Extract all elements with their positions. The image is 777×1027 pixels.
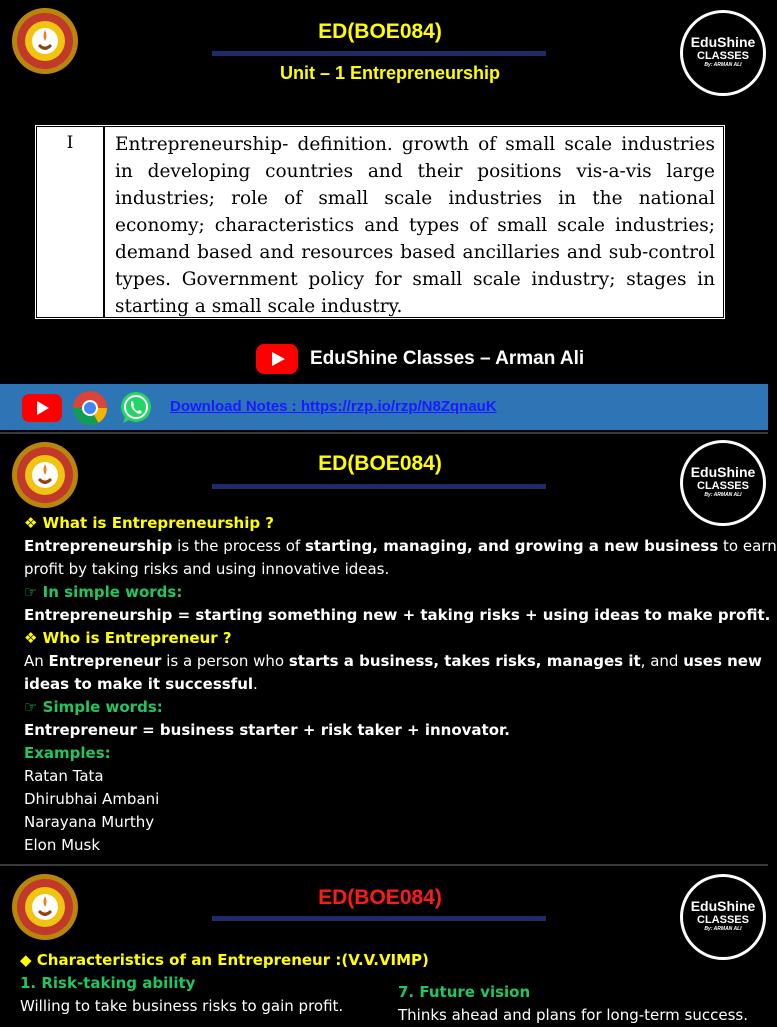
download-notes-link[interactable]: Download Notes : https://rzp.io/rzp/N8ZqnauK [170,398,497,415]
item-7-title: 7. Future vision [398,983,531,1001]
entrepreneur-def-line-2 [24,673,777,696]
characteristics-column-2 [398,981,748,1027]
simple-words-text: Entrepreneurship = starting something new + taking risks + using ideas to make profit. [24,606,771,624]
slide-2 [0,434,777,864]
title-underline [212,916,546,921]
whatsapp-icon[interactable] [118,390,154,426]
definition-line-2: profit by taking risks and using innovative ideas. [24,560,390,578]
brand-line-3: By: ARMAN ALI [704,62,742,68]
youtube-icon [256,344,298,374]
youtube-icon[interactable] [22,390,62,424]
edushine-logo [680,10,766,96]
def-text: to earn [718,537,777,555]
example-item: Dhirubhai Ambani [24,790,160,808]
def-text: . [253,675,258,693]
download-bar [0,384,768,430]
def-text: An [24,652,49,670]
def-emphasis: uses new [683,652,762,670]
example-item: Narayana Murthy [24,813,155,831]
simple-words-label: ☞ In simple words: [24,583,183,601]
def-emphasis: starts a business, takes risks, manages it [288,652,641,670]
slide-3 [0,866,768,1024]
simple-words-label: ☞ Simple words: [24,698,163,716]
def-text: , and [640,652,684,670]
syllabus-text: Entrepreneurship- definition. growth of small scale industries in developing countries and their positions vis-a-vis large industries; role of small scale industries in the national economy; characteristics and types of small scale industries; demand based and resources based ancillaries and sub-control types. Government policy for small scale industry; stages in starting a small scale industry. [115,134,715,317]
def-emphasis: ideas to make it successful [24,675,254,693]
characteristics-content [20,949,429,1018]
item-7-text: Thinks ahead and plans for long-term success. [398,1006,748,1024]
simple-words-text: Entrepreneur = business starter + risk taker + innovator. [24,721,510,739]
syllabus-table [34,124,726,320]
item-1-title: 1. Risk-taking ability [20,974,196,992]
unit-title: Unit – 1 Entrepreneurship [279,63,501,83]
def-term: Entrepreneurship [24,537,173,555]
brand-line-1: EduShine [690,898,756,914]
brand-line-2: CLASSES [697,480,749,492]
brand-line-2: CLASSES [697,914,749,926]
item-1-text: Willing to take business risks to gain profit. [20,997,344,1015]
examples-label: Examples: [24,744,111,762]
chrome-icon[interactable] [72,390,108,426]
slide-1 [0,0,768,432]
question-what-is-entrepreneurship: ❖ What is Entrepreneurship ? [24,514,275,532]
university-emblem-icon [10,6,80,76]
def-text: is the process of [172,537,305,555]
title-underline [212,51,546,56]
brand-line-1: EduShine [690,34,756,50]
edushine-logo [680,874,766,960]
entrepreneur-def-line-1 [24,650,777,673]
example-item: Elon Musk [24,836,101,854]
university-emblem-icon [10,440,80,510]
brand-line-1: EduShine [690,464,756,480]
channel-line [256,343,584,375]
course-code-title: ED(BOE084) [318,452,442,475]
def-term: Entrepreneur [48,652,162,670]
def-emphasis: starting, managing, and growing a new business [304,537,719,555]
example-item: Ratan Tata [24,767,104,785]
university-emblem-icon [10,872,80,942]
title-underline [212,484,546,489]
syllabus-unit-number: I [37,127,105,317]
def-text: is a person who [161,652,289,670]
course-code-title: ED(BOE084) [318,886,442,909]
brand-line-3: By: ARMAN ALI [704,926,742,932]
characteristics-heading: ◆ Characteristics of an Entrepreneur :(V.V.VIMP) [20,951,429,969]
course-code-title: ED(BOE084) [318,20,442,43]
channel-label: EduShine Classes – Arman Ali [310,348,585,369]
brand-line-3: By: ARMAN ALI [704,492,742,498]
entrepreneurship-content [24,512,777,857]
brand-line-2: CLASSES [697,50,749,62]
question-who-is-entrepreneur: ❖ Who is Entrepreneur ? [24,629,232,647]
definition-line-1 [24,535,777,558]
social-icons [22,390,154,426]
